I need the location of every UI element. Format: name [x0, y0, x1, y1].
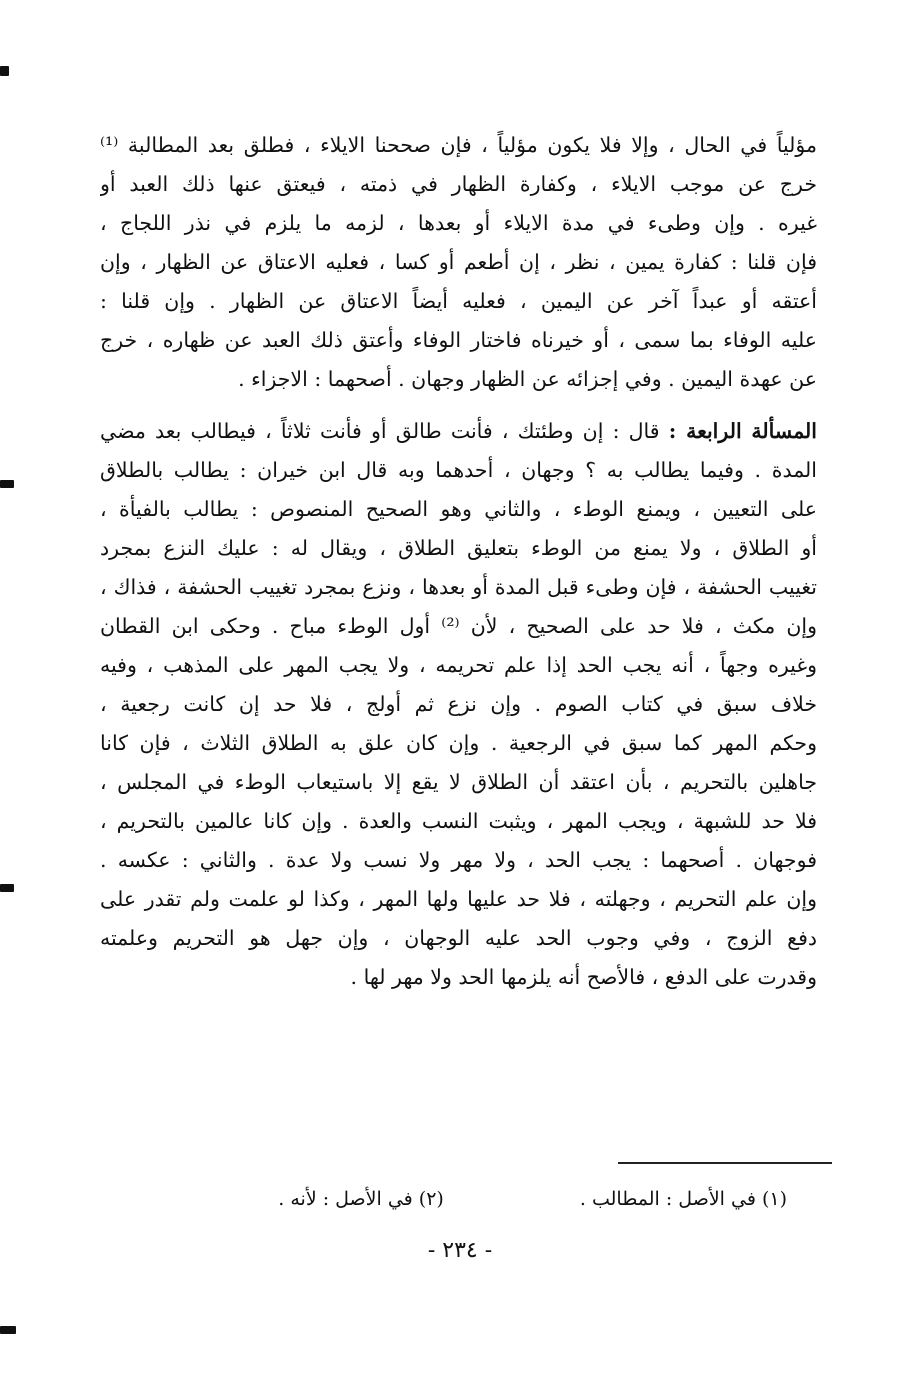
- text-line: عليه الوفاء بما سمى ، أو خيرناه فاختار الوفاء وأعتق ذلك العبد عن ظهاره ، خرج: [100, 328, 817, 352]
- text-line: أو الطلاق ، ولا يمنع من الوطء بتعليق الطلاق ، ويقال له : عليك النزع بمجرد: [100, 536, 817, 560]
- page-body: [100, 126, 817, 997]
- scan-edge-mark: [0, 1326, 16, 1334]
- footnote-2: (٢) في الأصل : لأنه .: [278, 1188, 444, 1210]
- scan-edge-mark: [0, 884, 14, 892]
- text-line: فوجهان . أصحهما : يجب الحد ، ولا مهر ولا نسب ولا عدة . والثاني : عكسه .: [100, 848, 817, 872]
- text-line: فإن قلنا : كفارة يمين ، نظر ، إن أطعم أو كسا ، فعليه الاعتاق عن الظهار ، وإن: [100, 250, 817, 274]
- text-line: وإن علم التحريم ، وجهلته ، فلا حد عليها ولها المهر ، وكذا لو علمت ولم تقدر على: [100, 887, 817, 911]
- text-line: مؤلياً في الحال ، وإلا فلا يكون مؤلياً ، فإن صححنا الايلاء ، فطلق بعد المطالبة ⁽¹⁾: [100, 133, 817, 157]
- text-line: خلاف سبق في كتاب الصوم . وإن نزع ثم أولج ، فلا حد إن كانت رجعية ،: [100, 692, 817, 716]
- text-line: خرج عن موجب الايلاء ، وكفارة الظهار في ذمته ، فيعتق عنها ذلك العبد أو: [100, 172, 817, 196]
- scan-edge-mark: [0, 66, 9, 76]
- text-line: [100, 412, 817, 451]
- text-line: وحكم المهر كما سبق في الرجعية . وإن كان علق به الطلاق الثلاث ، فإن كانا: [100, 731, 817, 755]
- text-line: وإن مكث ، فلا حد على الصحيح ، لأن ⁽²⁾ أول الوطء مباح . وحكى ابن القطان: [100, 614, 817, 638]
- text-line: فلا حد للشبهة ، ويجب المهر ، ويثبت النسب والعدة . وإن كانا عالمين بالتحريم ،: [100, 809, 817, 833]
- text-run: قال : إن وطئتك ، فأنت طالق أو فأنت ثلاثاً ، فيطالب بعد مضي: [100, 419, 669, 443]
- paragraph-gap: [100, 399, 817, 412]
- footnote-divider: [618, 1162, 832, 1164]
- text-line: وغيره وجهاً ، أنه يجب الحد إذا علم تحريمه ، ولا يجب المهر على المذهب ، وفيه: [100, 653, 817, 677]
- text-line: المدة . وفيما يطالب به ؟ وجهان ، أحدهما وبه قال ابن خيران : يطالب بالطلاق: [100, 458, 817, 482]
- text-line: على التعيين ، ويمنع الوطء ، والثاني وهو الصحيح المنصوص : يطالب بالفيأة ،: [100, 497, 817, 521]
- footnotes: [180, 1184, 787, 1214]
- text-line: وقدرت على الدفع ، فالأصح أنه يلزمها الحد ولا مهر لها .: [350, 965, 817, 989]
- text-line: عن عهدة اليمين . وفي إجزائه عن الظهار وجهان . أصحهما : الاجزاء .: [238, 367, 817, 391]
- page-number: - ٢٣٤ -: [427, 1238, 493, 1263]
- text-line: تغييب الحشفة ، فإن وطىء قبل المدة أو بعدها ، ونزع بمجرد تغييب الحشفة ، فذاك ،: [100, 575, 817, 599]
- scan-edge-mark: [0, 480, 14, 488]
- text-line: غيره . وإن وطىء في مدة الايلاء أو بعدها ، لزمه ما يلزم في نذر اللجاج ،: [100, 211, 817, 235]
- footnote-1: (١) في الأصل : المطالب .: [579, 1188, 787, 1210]
- text-line: جاهلين بالتحريم ، بأن اعتقد أن الطلاق لا يقع إلا باستيعاب الوطء في المجلس ،: [100, 770, 817, 794]
- section-heading: المسألة الرابعة :: [668, 419, 817, 443]
- text-line: أعتقه أو عبداً آخر عن اليمين ، فعليه أيضاً الاعتاق عن الظهار . وإن قلنا :: [100, 289, 817, 313]
- text-line: دفع الزوج ، وفي وجوب الحد عليه الوجهان ، وإن جهل هو التحريم وعلمته: [100, 926, 817, 950]
